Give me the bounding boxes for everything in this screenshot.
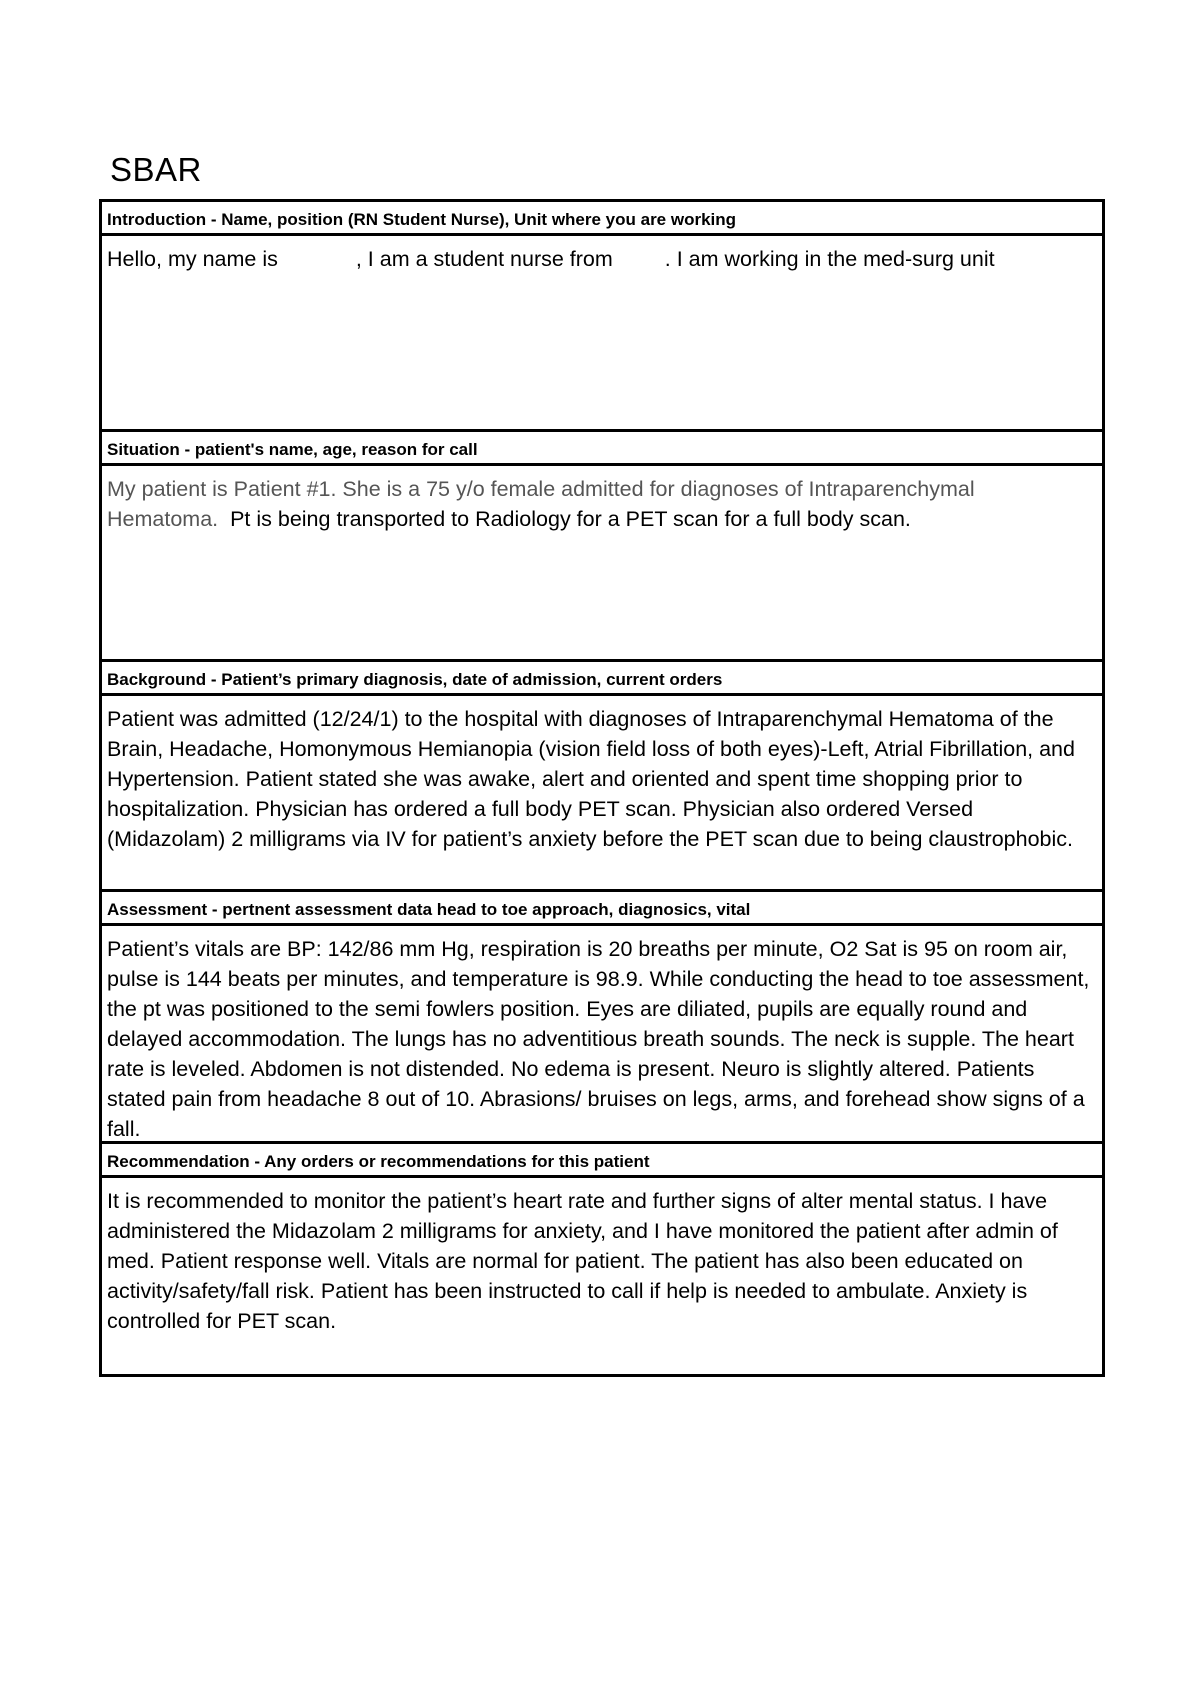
- situation-text-line2-rest: Pt is being transported to Radiology for a PET scan for a full body scan.: [218, 507, 911, 531]
- background-header: Background - Patient’s primary diagnosis, date of admission, current orders: [102, 662, 1102, 696]
- assessment-header: Assessment - pertnent assessment data head to toe approach, diagnosics, vital: [102, 892, 1102, 926]
- introduction-text-part2: , I am a student nurse from: [355, 247, 613, 271]
- introduction-text-part3: . I am working in the med-surg unit: [664, 247, 995, 271]
- situation-text-line2-prefix: Hematoma.: [107, 507, 219, 531]
- assessment-body: Patient’s vitals are BP: 142/86 mm Hg, respiration is 20 breaths per minute, O2 Sat is 95 on room air, pulse is 144 beats per minutes, and temperature is 98.9. While conducting the head to toe assessment, the pt was positioned to the semi fowlers position. Eyes are diliated, pupils are equally round and delayed accommodation. The lungs has no adventitious breath sounds. The neck is supple. The heart rate is leveled. Abdomen is not distended. No edema is present. Neuro is slightly altered. Patients stated pain from headache 8 out of 10. Abrasions/ bruises on legs, arms, and forehead show signs of a fall.: [102, 926, 1102, 1144]
- introduction-body: [102, 236, 1102, 432]
- situation-header: Situation - patient's name, age, reason for call: [102, 432, 1102, 466]
- sbar-table: [99, 199, 1105, 1377]
- recommendation-header: Recommendation - Any orders or recommendations for this patient: [102, 1144, 1102, 1178]
- situation-text-line1: My patient is Patient #1. She is a 75 y/o female admitted for diagnoses of Intraparenchymal: [107, 477, 975, 501]
- introduction-text-part1: Hello, my name is: [107, 247, 278, 271]
- document-title: SBAR: [110, 151, 202, 188]
- situation-body: [102, 466, 1102, 662]
- recommendation-body: It is recommended to monitor the patient’s heart rate and further signs of alter mental status. I have administered the Midazolam 2 milligrams for anxiety, and I have monitored the patient after admin of med. Patient response well. Vitals are normal for patient. The patient has also been educated on activity/safety/fall risk. Patient has been instructed to call if help is needed to ambulate. Anxiety is controlled for PET scan.: [107, 1189, 1058, 1333]
- introduction-header: Introduction - Name, position (RN Student Nurse), Unit where you are working: [102, 202, 1102, 236]
- background-body: Patient was admitted (12/24/1) to the hospital with diagnoses of Intraparenchymal Hematoma of the Brain, Headache, Homonymous Hemianopia (vision field loss of both eyes)-Left, Atrial Fibrillation, and Hypertension. Patient stated she was awake, alert and oriented and spent time shopping prior to hospitalization. Physician has ordered a full body PET scan. Physician also ordered Versed (Midazolam) 2 milligrams via IV for patient’s anxiety before the PET scan due to being claustrophobic.: [102, 696, 1102, 892]
